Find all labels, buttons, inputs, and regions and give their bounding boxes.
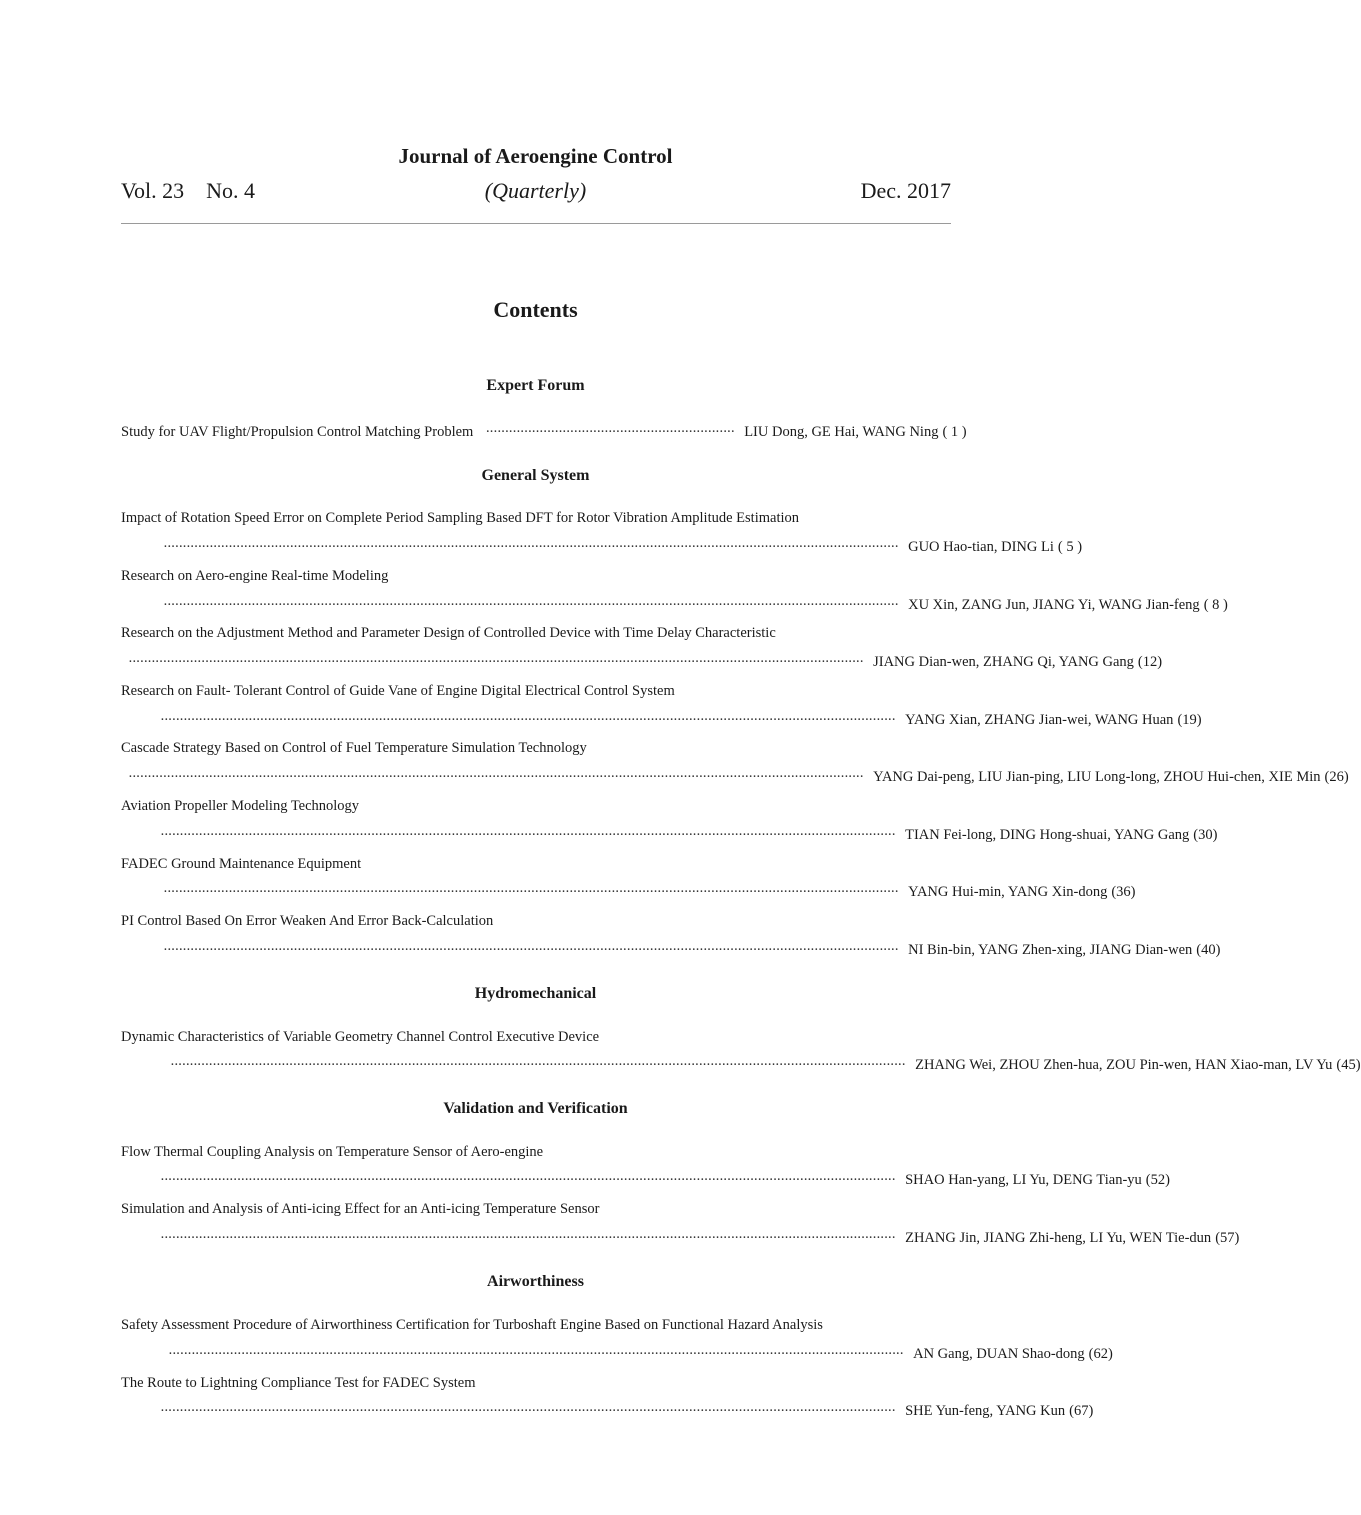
entry-page: ( 8 )	[1203, 597, 1228, 613]
toc-entry	[163, 884, 1136, 901]
entry-page: (12)	[1137, 654, 1163, 670]
entry-page: (52)	[1145, 1172, 1170, 1188]
entry-page: ( 5 )	[1057, 539, 1083, 555]
issue-number: No. 4	[206, 178, 256, 203]
toc-entry	[160, 1230, 1240, 1247]
section-heading: Airworthiness	[487, 1273, 584, 1290]
entry-authors: ZHANG Wei, ZHOU Zhen-hua, ZOU Pin-wen, HAN Xiao-man, LV Yu	[915, 1057, 1333, 1073]
frequency-label: (Quarterly)	[484, 178, 587, 203]
leader-dots: ································································································································································································	[160, 1403, 896, 1419]
leader-dots: ································································································································································································	[128, 654, 864, 670]
entry-authors: TIAN Fei-long, DING Hong-shuai, YANG Gang	[905, 827, 1190, 843]
leader-dots: ································································································································································································	[160, 1172, 896, 1188]
entry-title[interactable]: Simulation and Analysis of Anti-icing Effect for an Anti-icing Temperature Sensor	[121, 1201, 600, 1217]
section-heading: Expert Forum	[486, 377, 585, 394]
leader-dots: ································································································································································································	[163, 597, 899, 613]
entry-page: ( 1 )	[942, 424, 967, 440]
entry-page: (57)	[1215, 1230, 1240, 1246]
leader-dots: ································································································································································································	[128, 769, 864, 785]
entry-page: (30)	[1193, 827, 1218, 843]
leader-dots: ································································································································································································	[170, 1057, 906, 1073]
toc-entry	[170, 1057, 1361, 1074]
leader-dots: ································································································································································································	[163, 539, 899, 555]
toc-entry	[160, 827, 1218, 844]
entry-title[interactable]: Research on Aero-engine Real-time Modeling	[121, 568, 389, 584]
entry-authors: GUO Hao-tian, DING Li	[908, 539, 1054, 555]
leader-dots: ································································································································································································	[160, 827, 896, 843]
section-heading: Hydromechanical	[474, 985, 597, 1002]
section-heading: Validation and Verification	[443, 1100, 628, 1117]
entry-title[interactable]: Safety Assessment Procedure of Airworthiness Certification for Turboshaft Engine Based on Functional Hazard Analysis	[121, 1317, 823, 1333]
entry-authors: ZHANG Jin, JIANG Zhi-heng, LI Yu, WEN Tie-dun	[905, 1230, 1212, 1246]
entry-authors: YANG Xian, ZHANG Jian-wei, WANG Huan	[905, 712, 1174, 728]
entry-authors: YANG Hui-min, YANG Xin-dong	[908, 884, 1108, 900]
entry-title[interactable]: Research on Fault- Tolerant Control of Guide Vane of Engine Digital Electrical Control System	[121, 683, 675, 699]
toc-entry	[160, 712, 1202, 729]
entry-title: Study for UAV Flight/Propulsion Control Matching Problem	[121, 424, 474, 440]
entry-authors: SHE Yun-feng, YANG Kun	[905, 1403, 1066, 1419]
entry-authors: JIANG Dian-wen, ZHANG Qi, YANG Gang	[873, 654, 1134, 670]
toc-entry	[163, 539, 1083, 556]
entry-authors: AN Gang, DUAN Shao-dong	[913, 1346, 1085, 1362]
entry-title[interactable]: Flow Thermal Coupling Analysis on Temperature Sensor of Aero-engine	[121, 1144, 544, 1160]
leader-dots: ································································································································································································	[163, 942, 899, 958]
toc-entry	[128, 654, 1163, 671]
entry-title[interactable]: Research on the Adjustment Method and Parameter Design of Controlled Device with Time Delay Characteristic	[121, 625, 776, 641]
toc-entry	[163, 597, 1228, 614]
entry-page: (45)	[1336, 1057, 1361, 1073]
contents-title: Contents	[493, 297, 578, 322]
entry-page: (40)	[1196, 942, 1221, 958]
journal-title: Journal of Aeroengine Control	[398, 144, 673, 168]
volume: Vol. 23	[121, 178, 185, 203]
toc-entry	[168, 1346, 1113, 1363]
toc-entry	[160, 1403, 1094, 1420]
entry-title[interactable]: PI Control Based On Error Weaken And Error Back-Calculation	[121, 913, 494, 929]
entry-title[interactable]: Cascade Strategy Based on Control of Fuel Temperature Simulation Technology	[121, 740, 587, 756]
toc-entry[interactable]	[121, 424, 967, 441]
entry-page: (26)	[1324, 769, 1349, 785]
entry-authors: LIU Dong, GE Hai, WANG Ning	[744, 424, 939, 440]
entry-page: (19)	[1177, 712, 1202, 728]
entry-authors: SHAO Han-yang, LI Yu, DENG Tian-yu	[905, 1172, 1142, 1188]
leader-dots: ·································································	[485, 424, 735, 440]
entry-title[interactable]: Dynamic Characteristics of Variable Geometry Channel Control Executive Device	[121, 1029, 600, 1045]
entry-page: (62)	[1088, 1346, 1113, 1362]
entry-title[interactable]: FADEC Ground Maintenance Equipment	[121, 856, 362, 872]
entry-title[interactable]: Aviation Propeller Modeling Technology	[121, 798, 360, 814]
toc-entry	[163, 942, 1221, 959]
leader-dots: ································································································································································································	[160, 1230, 896, 1246]
entry-page: (67)	[1069, 1403, 1094, 1419]
header-rule	[121, 223, 951, 224]
entry-title[interactable]: Impact of Rotation Speed Error on Complete Period Sampling Based DFT for Rotor Vibration Amplitude Estimation	[121, 510, 799, 526]
toc-entry	[160, 1172, 1170, 1189]
entry-authors: XU Xin, ZANG Jun, JIANG Yi, WANG Jian-feng	[908, 597, 1200, 613]
section-heading: General System	[481, 467, 590, 484]
leader-dots: ································································································································································································	[168, 1346, 904, 1362]
issue-date: Dec. 2017	[860, 178, 951, 203]
entry-authors: YANG Dai-peng, LIU Jian-ping, LIU Long-long, ZHOU Hui-chen, XIE Min	[873, 769, 1321, 785]
leader-dots: ································································································································································································	[163, 884, 899, 900]
entry-authors: NI Bin-bin, YANG Zhen-xing, JIANG Dian-wen	[908, 942, 1193, 958]
toc-entry	[128, 769, 1349, 786]
entry-title[interactable]: The Route to Lightning Compliance Test for FADEC System	[121, 1375, 476, 1391]
entry-page: (36)	[1111, 884, 1136, 900]
leader-dots: ································································································································································································	[160, 712, 896, 728]
